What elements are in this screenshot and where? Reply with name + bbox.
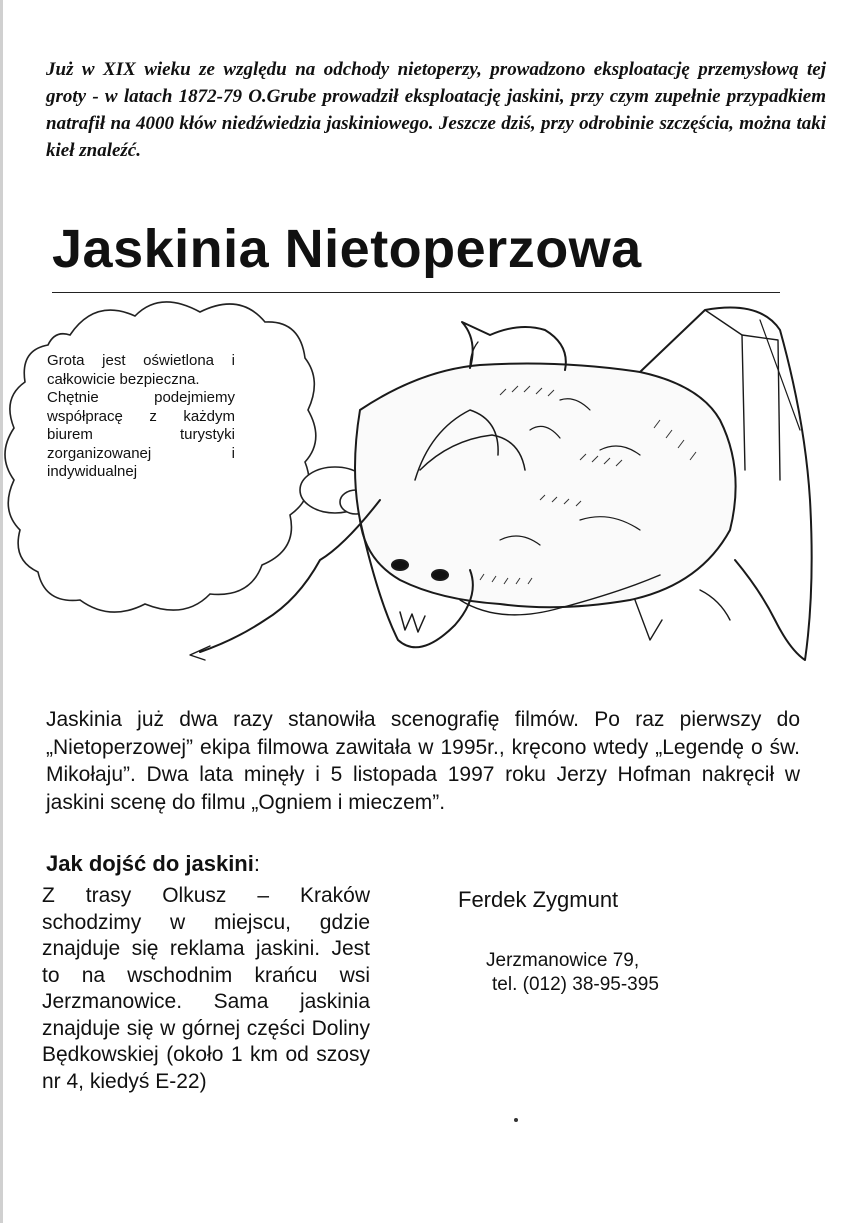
- intro-paragraph: Już w XIX wieku ze względu na odchody nietoperzy, prowadzono eksploatację przemysłową tej groty - w latach 1872-79 O.Grube prowadził eksploatację jaskini, przy czym zupełnie przypadkiem natrafił na 4000 kłów niedźwiedzia jaskiniowego. Jeszcze dziś, przy odrobinie szczęścia, można taki kieł znaleźć.: [46, 59, 826, 161]
- contact-name: Ferdek Zygmunt: [458, 887, 619, 912]
- page-title: Jaskinia Nietoperzowa: [52, 219, 642, 279]
- contact-phone: tel. (012) 38-95-395: [492, 974, 659, 995]
- directions-heading-colon: :: [253, 851, 260, 876]
- contact-block: [458, 885, 778, 997]
- bubble-paragraph-cooperation: Chętnie podejmiemy współpracę z każdym biurem turystyki zorganizowanej i indywidualnej: [47, 389, 235, 480]
- film-paragraph: Jaskinia już dwa razy stanowiła scenografię filmów. Po raz pierwszy do „Nietoperzowej” ekipa filmowa zawitała w 1995r., kręcono wtedy „Legendę o św. Mikołaju”. Dwa lata minęły i 5 listopada 1997 roku Jerzy Hofman nakręcił w jaskini scenę do filmu „Ogniem i mieczem”.: [46, 708, 800, 814]
- contact-address: Jerzmanowice 79,: [486, 950, 640, 971]
- directions-paragraph: Z trasy Olkusz – Kraków schodzimy w miejscu, gdzie znajduje się reklama jaskini. Jest to na wschodnim krańcu wsi Jerzmanowice. Sama jaskinia znajduje się w górnej części Doliny Będkowskiej (około 1 km od szosy nr 4, kiedyś E-22): [42, 884, 370, 1093]
- bubble-paragraph-safety: Grota jest oświetlona i całkowicie bezpieczna.: [47, 352, 235, 388]
- bubble-text: [47, 352, 235, 482]
- directions-heading-text: Jak dojść do jaskini: [46, 851, 254, 876]
- title-divider: [52, 292, 780, 293]
- stray-dot: [514, 1118, 518, 1122]
- directions-heading: [46, 850, 406, 878]
